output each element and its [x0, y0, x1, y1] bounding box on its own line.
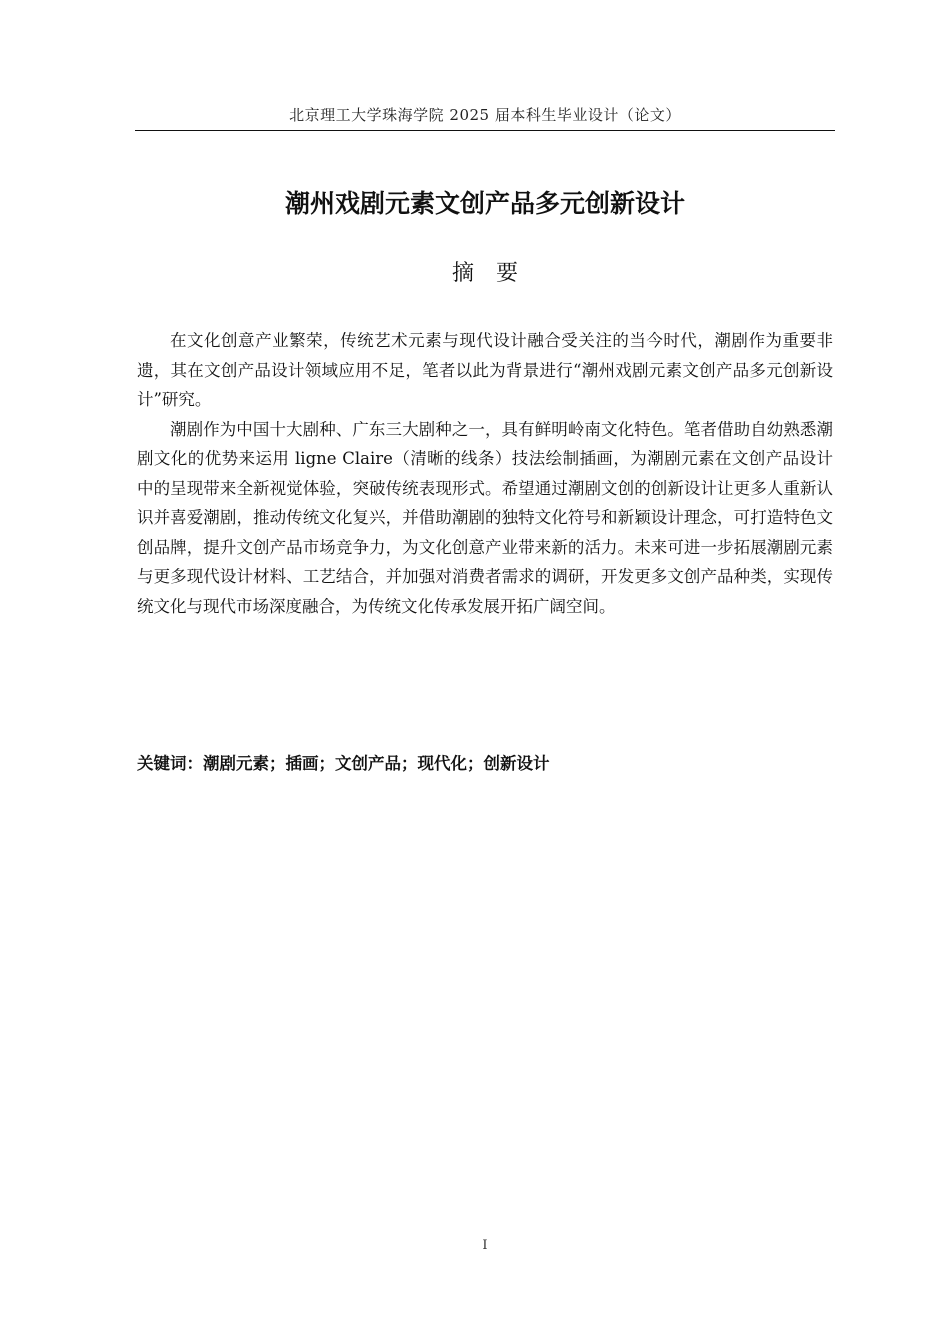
abstract-paragraph: 在文化创意产业繁荣，传统艺术元素与现代设计融合受关注的当今时代，潮剧作为重要非遗，其在文创产品设计领域应用不足，笔者以此为背景进行“潮州戏剧元素文创产品多元创新设计”研究。 — [137, 331, 833, 409]
page-number: I — [482, 1238, 488, 1253]
paper-title: 潮州戏剧元素文创产品多元创新设计 — [284, 189, 685, 218]
abstract-body — [137, 326, 833, 621]
header-rule — [135, 130, 835, 131]
abstract-paragraph: 潮剧作为中国十大剧种、广东三大剧种之一，具有鲜明岭南文化特色。笔者借助自幼熟悉潮剧文化的优势来运用 ligne Claire（清晰的线条）技法绘制插画，为潮剧元素在文创产品设计中的呈现带来全新视觉体验，突破传统表现形式。希望通过潮剧文创的创新设计让更多人重新认识并喜爱潮剧，推动传统文化复兴，并借助潮剧的独特文化符号和新颖设计理念，可打造特色文创品牌，提升文创产品市场竞争力，为文化创意产业带来新的活力。未来可进一步拓展潮剧元素与更多现代设计材料、工艺结合，并加强对消费者需求的调研，开发更多文创产品种类，实现传统文化与现代市场深度融合，为传统文化传承发展开拓广阔空间。 — [137, 419, 833, 616]
abstract-heading: 摘要 — [451, 261, 540, 286]
running-header: 北京理工大学珠海学院 2025 届本科生毕业设计（论文） — [289, 106, 681, 124]
keywords-line: 关键词：潮剧元素；插画；文创产品；现代化；创新设计 — [137, 754, 550, 773]
